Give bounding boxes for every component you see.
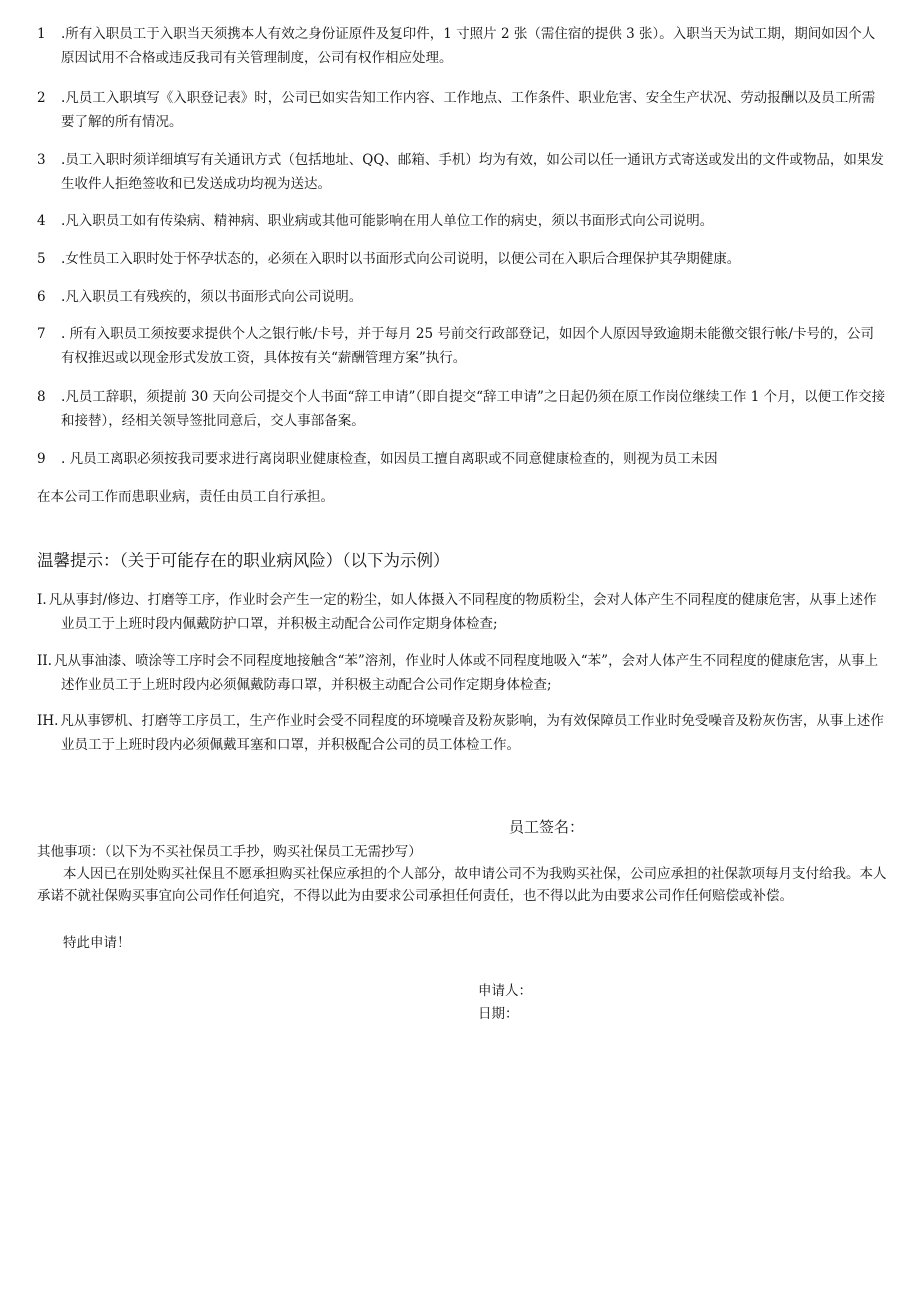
rule-number: 5 — [37, 251, 46, 267]
rule-text: .员工入职时须详细填写有关通讯方式（包括地址、QQ、邮箱、手机）均为有效，如公司以任一通讯方式寄送或发出的文件或物品，如果发生收件人拒绝签收和已发送成功均视为送达。 — [61, 152, 884, 192]
employee-signature-label: 员工签名： — [509, 818, 585, 836]
rule-item-8 — [37, 385, 887, 433]
tip-item-1 — [37, 588, 887, 636]
rule-item-7 — [37, 322, 887, 370]
rule-item-5 — [37, 247, 887, 271]
rule-number: 3 — [37, 152, 46, 168]
applicant-label: 申请人： — [478, 983, 532, 999]
rule-item-4 — [37, 209, 887, 233]
other-matters-title: 其他事项：（以下为不买社保员工手抄，购买社保员工无需抄写） — [37, 844, 422, 860]
rule-number: 1 — [37, 26, 46, 42]
rule-number: 6 — [37, 289, 46, 305]
tips-heading: 温馨提示：（关于可能存在的职业病风险）（以下为示例） — [37, 551, 450, 570]
closing-statement: 特此申请！ — [63, 935, 131, 951]
date-label: 日期： — [478, 1006, 519, 1022]
tip-number: IH. — [37, 713, 59, 729]
rule-text: .女性员工入职时处于怀孕状态的，必须在入职时以书面形式向公司说明，以便公司在入职后合理保护其孕期健康。 — [61, 251, 741, 267]
tip-text: 凡从事油漆、喷涂等工序时会不同程度地接触含“苯”溶剂，作业时人体或不同程度地吸入“苯”，会对人体产生不同程度的健康危害，从事上述作业员工于上班时段内必须佩戴防毒口罩，并积极主动配合公司作定期身体检查; — [53, 653, 879, 693]
rule-number: 2 — [37, 90, 46, 106]
rule-number: 8 — [37, 389, 46, 405]
rule-item-9 — [37, 447, 887, 471]
rule-text: .凡员工入职填写《入职登记表》时，公司已如实告知工作内容、工作地点、工作条件、职业危害、安全生产状况、劳动报酬以及员工所需要了解的所有情况。 — [61, 90, 876, 130]
rule-text: .凡入职员工有残疾的，须以书面形式向公司说明。 — [61, 289, 363, 305]
rule-text: . 凡员工离职必须按我司要求进行离岗职业健康检查，如因员工擅自离职或不同意健康检查的，则视为员工未因 — [61, 451, 718, 467]
rule-text: .所有入职员工于入职当天须携本人有效之身份证原件及复印件，1 寸照片 2 张（需住宿的提供 3 张）。入职当天为试工期，期间如因个人原因试用不合格或违反我司有关管理制度，公司有权作相应处理。 — [61, 26, 876, 66]
rule-text: .凡入职员工如有传染病、精神病、职业病或其他可能影响在用人单位工作的病史，须以书面形式向公司说明。 — [61, 213, 714, 229]
rule-item-2 — [37, 86, 887, 134]
rule-continuation: 在本公司工作而患职业病，责任由员工自行承担。 — [37, 489, 334, 505]
tip-item-3 — [37, 709, 887, 757]
tip-number: I. — [37, 592, 47, 608]
rule-text: . 所有入职员工须按要求提供个人之银行帐/卡号，并于每月 25 号前交行政部登记，如因个人原因导致逾期未能徼交银行帐/卡号的，公司有权推迟或以现金形式发放工资，具体按有关“薪酬管理方案”执行。 — [61, 326, 874, 366]
rule-item-6 — [37, 285, 887, 309]
rule-number: 9 — [37, 451, 46, 467]
rule-item-1 — [37, 22, 887, 70]
rule-text: .凡员工辞职，须提前 30 天向公司提交个人书面“辞工申请”（即自提交“辞工申请”之日起仍须在原工作岗位继续工作 1 个月，以便工作交接和接替），经相关领导签批同意后，交人事部备案。 — [61, 389, 886, 429]
rule-item-3 — [37, 148, 887, 196]
other-matters-body: 本人因已在别处购买社保且不愿承担购买社保应承担的个人部分，故申请公司不为我购买社保，公司应承担的社保款项每月支付给我。本人承诺不就社保购买事宜向公司作任何追究，不得以此为由要求公司承担任何责任，也不得以此为由要求公司作任何赔偿或补偿。 — [37, 866, 887, 904]
rule-number: 7 — [37, 326, 46, 342]
rule-number: 4 — [37, 213, 46, 229]
tip-text: 凡从事封/修边、打磨等工序，作业时会产生一定的粉尘，如人体摄入不同程度的物质粉尘，会对人体产生不同程度的健康危害，从事上述作业员工于上班时段内佩戴防护口罩，并积极主动配合公司作定期身体检查; — [48, 592, 877, 632]
tip-text: 凡从事锣机、打磨等工序员工，生产作业时会受不同程度的环境噪音及粉灰影响，为有效保障员工作业时免受噪音及粉灰伤害，从事上述作业员工于上班时段内必须佩戴耳塞和口罩，并积极配合公司的员工体检工作。 — [60, 713, 884, 753]
tip-item-2 — [37, 649, 887, 697]
tip-number: II. — [37, 653, 52, 669]
